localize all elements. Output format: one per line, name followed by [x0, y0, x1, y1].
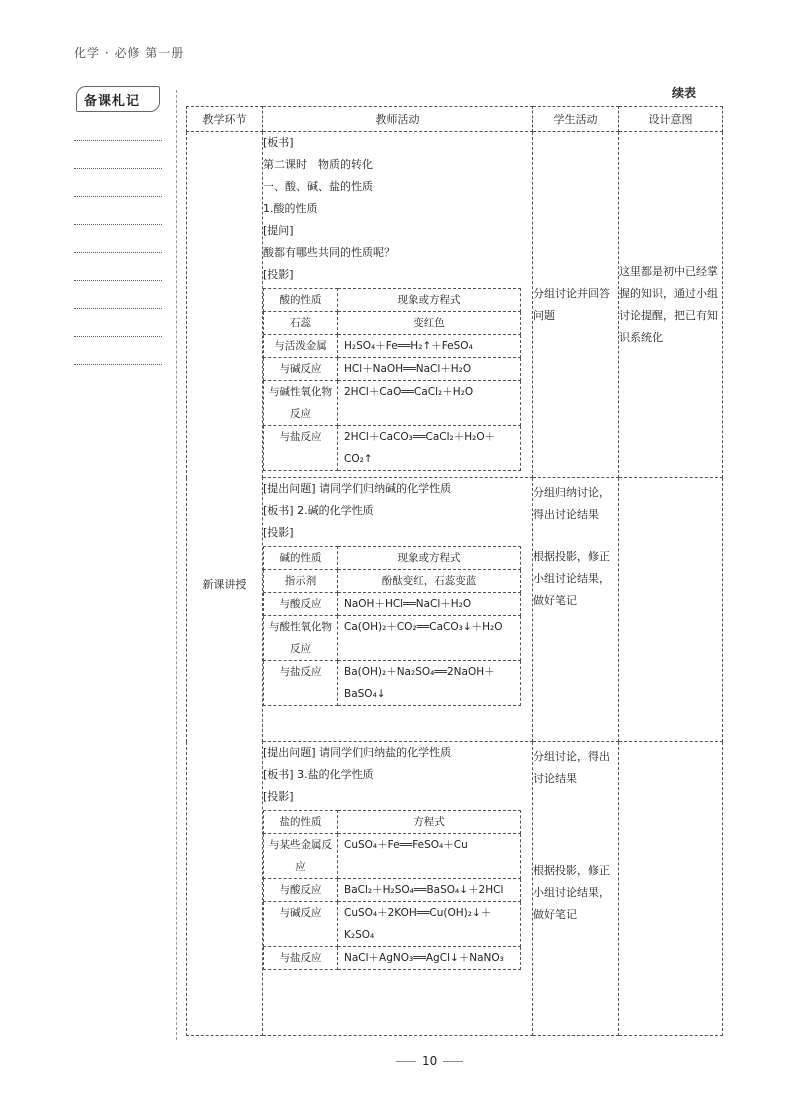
base-properties-table	[263, 546, 521, 706]
teacher-line: [板书] 3.盐的化学性质	[263, 768, 374, 781]
teacher-line: [板书] 2.碱的化学性质	[263, 504, 374, 517]
table-row	[187, 132, 723, 478]
equation-cell: 2HCl＋CaCO₃══CaCl₂＋H₂O＋CO₂↑	[338, 426, 521, 471]
student-text: 分组归纳讨论，得出讨论结果	[533, 486, 610, 521]
note-line	[74, 196, 162, 197]
student-text: 根据投影，修正小组讨论结果，做好笔记	[533, 550, 610, 607]
table-header-row	[187, 107, 723, 132]
design-intent-acids	[619, 132, 723, 478]
inner-head: 碱的性质	[264, 547, 338, 570]
header-student-activity: 学生活动	[533, 107, 619, 132]
teacher-line: [投影]	[263, 790, 294, 803]
inner-table-row	[264, 570, 521, 593]
student-text: 根据投影，修正小组讨论结果，做好笔记	[533, 864, 610, 921]
inner-table-row	[264, 547, 521, 570]
equation-cell: 2HCl＋CaO══CaCl₂＋H₂O	[338, 381, 521, 426]
table-row	[187, 742, 723, 1036]
inner-table-row	[264, 661, 521, 706]
teacher-line: [板书]	[263, 136, 294, 149]
note-line	[74, 364, 162, 365]
student-text: 分组讨论并回答问题	[533, 286, 610, 322]
table-row	[187, 478, 723, 742]
equation-cell: NaOH＋HCl══NaCl＋H₂O	[338, 593, 521, 616]
design-intent-salts	[619, 742, 723, 1036]
inner-table-row	[264, 426, 521, 471]
teacher-line: 酸都有哪些共同的性质呢？	[263, 246, 395, 259]
equation-cell: Ca(OH)₂＋CO₂══CaCO₃↓＋H₂O	[338, 616, 521, 661]
acid-properties-table	[263, 288, 521, 471]
note-line	[74, 336, 162, 337]
equation-cell: BaCl₂＋H₂SO₄══BaSO₄↓＋2HCl	[338, 879, 521, 902]
note-line	[74, 224, 162, 225]
note-line	[74, 168, 162, 169]
teacher-activity-acids	[263, 132, 533, 478]
note-line	[74, 140, 162, 141]
teacher-activity-salts	[263, 742, 533, 1036]
property-cell: 指示剂	[264, 570, 338, 593]
equation-cell: CuSO₄＋Fe══FeSO₄＋Cu	[338, 834, 521, 879]
inner-table-row	[264, 834, 521, 879]
property-cell: 与某些金属反应	[264, 834, 338, 879]
note-line	[74, 252, 162, 253]
property-cell: 与盐反应	[264, 426, 338, 471]
salt-properties-table	[263, 810, 521, 970]
inner-table-row	[264, 312, 521, 335]
equation-cell: Ba(OH)₂＋Na₂SO₄══2NaOH＋BaSO₄↓	[338, 661, 521, 706]
student-activity-salts	[533, 742, 619, 1036]
property-cell: 与酸反应	[264, 879, 338, 902]
teacher-line: 第二课时 物质的转化	[263, 158, 373, 171]
page-number: 10	[390, 1054, 469, 1068]
teacher-activity-bases	[263, 478, 533, 742]
teacher-line: 1.酸的性质	[263, 202, 318, 215]
inner-head: 现象或方程式	[338, 547, 521, 570]
property-cell: 与碱性氧化物反应	[264, 381, 338, 426]
inner-table-row	[264, 335, 521, 358]
inner-head: 酸的性质	[264, 289, 338, 312]
property-cell: 与碱反应	[264, 358, 338, 381]
property-cell: 与酸性氧化物反应	[264, 616, 338, 661]
inner-head: 现象或方程式	[338, 289, 521, 312]
inner-table-row	[264, 593, 521, 616]
header-design-intent: 设计意图	[619, 107, 723, 132]
inner-table-row	[264, 811, 521, 834]
inner-table-row	[264, 289, 521, 312]
header-teacher-activity: 教师活动	[263, 107, 533, 132]
inner-table-row	[264, 879, 521, 902]
equation-cell: 酚酞变红，石蕊变蓝	[338, 570, 521, 593]
running-header: 化学 · 必修 第一册	[74, 46, 185, 60]
equation-cell: CuSO₄＋2KOH══Cu(OH)₂↓＋K₂SO₄	[338, 902, 521, 947]
intent-text: 这里都是初中已经掌握的知识，通过小组讨论提醒，把已有知识系统化	[619, 264, 718, 344]
equation-cell: NaCl＋AgNO₃══AgCl↓＋NaNO₃	[338, 947, 521, 970]
inner-head: 方程式	[338, 811, 521, 834]
note-line	[74, 308, 162, 309]
teacher-line: 一、酸、碱、盐的性质	[263, 180, 373, 193]
design-intent-bases	[619, 478, 723, 742]
property-cell: 石蕊	[264, 312, 338, 335]
teacher-line: [投影]	[263, 268, 294, 281]
inner-table-row	[264, 358, 521, 381]
student-text: 分组讨论，得出讨论结果	[533, 750, 610, 785]
equation-cell: 变红色	[338, 312, 521, 335]
student-activity-acids	[533, 132, 619, 478]
lesson-notes-title	[76, 86, 160, 114]
property-cell: 与碱反应	[264, 902, 338, 947]
teacher-line: [提问]	[263, 224, 294, 237]
equation-cell: H₂SO₄＋Fe══H₂↑＋FeSO₄	[338, 335, 521, 358]
inner-head: 盐的性质	[264, 811, 338, 834]
property-cell: 与活泼金属	[264, 335, 338, 358]
stage-cell: 新课讲授	[187, 132, 263, 1036]
property-cell: 与盐反应	[264, 661, 338, 706]
lesson-plan-table	[186, 106, 723, 1036]
inner-table-row	[264, 947, 521, 970]
header-teaching-stage: 教学环节	[187, 107, 263, 132]
inner-table-row	[264, 616, 521, 661]
teacher-line: [提出问题] 请同学们归纳碱的化学性质	[263, 482, 452, 495]
margin-separator	[176, 90, 177, 1040]
student-activity-bases	[533, 478, 619, 742]
inner-table-row	[264, 902, 521, 947]
equation-cell: HCl＋NaOH══NaCl＋H₂O	[338, 358, 521, 381]
inner-table-row	[264, 381, 521, 426]
table-continued-label: 续表	[672, 86, 697, 100]
notes-title-text: 备课札记	[84, 94, 141, 109]
teacher-line: [提出问题] 请同学们归纳盐的化学性质	[263, 746, 452, 759]
property-cell: 与盐反应	[264, 947, 338, 970]
property-cell: 与酸反应	[264, 593, 338, 616]
note-line	[74, 280, 162, 281]
teacher-line: [投影]	[263, 526, 294, 539]
